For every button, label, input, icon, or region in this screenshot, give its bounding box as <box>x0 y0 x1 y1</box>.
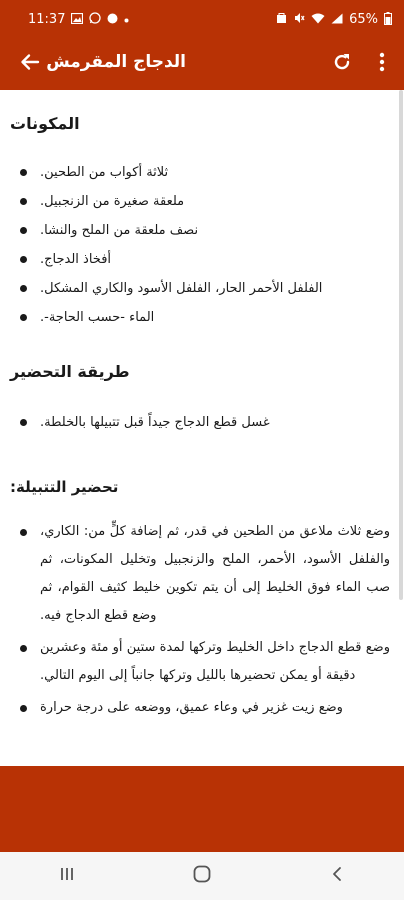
list-item: ملعقة صغيرة من الزنجبيل. <box>18 187 390 216</box>
back-button[interactable] <box>16 50 44 78</box>
back-icon <box>331 866 343 886</box>
status-bar-right <box>276 12 392 27</box>
recent-apps-button[interactable] <box>47 856 87 896</box>
list-item: وضع زيت غزير في وعاء عميق، ووضعه على درجة حرارة <box>18 694 390 726</box>
ingredients-list <box>18 158 390 332</box>
overflow-menu-button[interactable] <box>372 50 392 78</box>
marinade-steps-list <box>18 518 390 726</box>
battery-percent: 65% <box>349 11 378 27</box>
list-item: نصف ملعقة من الملح والنشا. <box>18 216 390 245</box>
list-item: وضع قطع الدجاج داخل الخليط وتركها لمدة ستين أو مئة وعشرين دقيقة أو يمكن تحضيرها بالليل وتركها جانباً إلى اليوم التالي. <box>18 634 390 694</box>
more-vertical-icon <box>379 52 385 76</box>
recent-apps-icon <box>59 866 75 886</box>
status-time: 11:37 <box>28 11 66 27</box>
refresh-button[interactable] <box>328 50 356 78</box>
gallery-icon <box>71 13 83 26</box>
record-icon <box>107 13 118 26</box>
whatsapp-icon <box>89 12 101 26</box>
refresh-icon <box>332 52 352 76</box>
list-item: غسل قطع الدجاج جيداً قبل تتبيلها بالخلطة. <box>18 408 390 437</box>
status-bar-left <box>28 12 129 27</box>
dot-icon <box>124 14 129 25</box>
signal-icon <box>331 13 343 26</box>
ingredients-heading: المكونات <box>10 114 80 133</box>
list-item: أفخاذ الدجاج. <box>18 245 390 274</box>
list-item: ثلاثة أكواب من الطحين. <box>18 158 390 187</box>
alarm-icon <box>276 12 287 26</box>
bottom-banner-area <box>0 766 404 852</box>
page-title: الدجاج المقرمش <box>46 52 186 72</box>
mute-icon <box>293 12 305 26</box>
home-icon <box>193 865 211 887</box>
list-item: وضع ثلاث ملاعق من الطحين في قدر، ثم إضافة كلٍّ من: الكاري، والفلفل الأسود، الأحمر، الملح والزنجبيل وتخليل المكونات، ثم صب الماء فوق الخليط إلى أن يتم تكوين خليط كثيف القوام، ثم وضع قطع الدجاج فيه. <box>18 518 390 634</box>
marinade-heading: تحضير التتبيلة: <box>10 478 119 496</box>
status-bar <box>0 0 404 38</box>
app-bar <box>0 38 404 90</box>
home-button[interactable] <box>182 856 222 896</box>
recipe-content[interactable] <box>0 90 398 766</box>
battery-icon <box>384 12 392 27</box>
scroll-thumb[interactable] <box>399 90 403 600</box>
scrollbar[interactable] <box>398 90 404 766</box>
system-nav-bar <box>0 852 404 900</box>
list-item: الفلفل الأحمر الحار، الفلفل الأسود والكاري المشكل. <box>18 274 390 303</box>
method-list <box>18 408 390 437</box>
list-item: الماء -حسب الحاجة-. <box>18 303 390 332</box>
wifi-icon <box>311 13 325 26</box>
method-heading: طريقة التحضير <box>10 362 130 381</box>
system-back-button[interactable] <box>317 856 357 896</box>
arrow-left-icon <box>20 52 40 76</box>
